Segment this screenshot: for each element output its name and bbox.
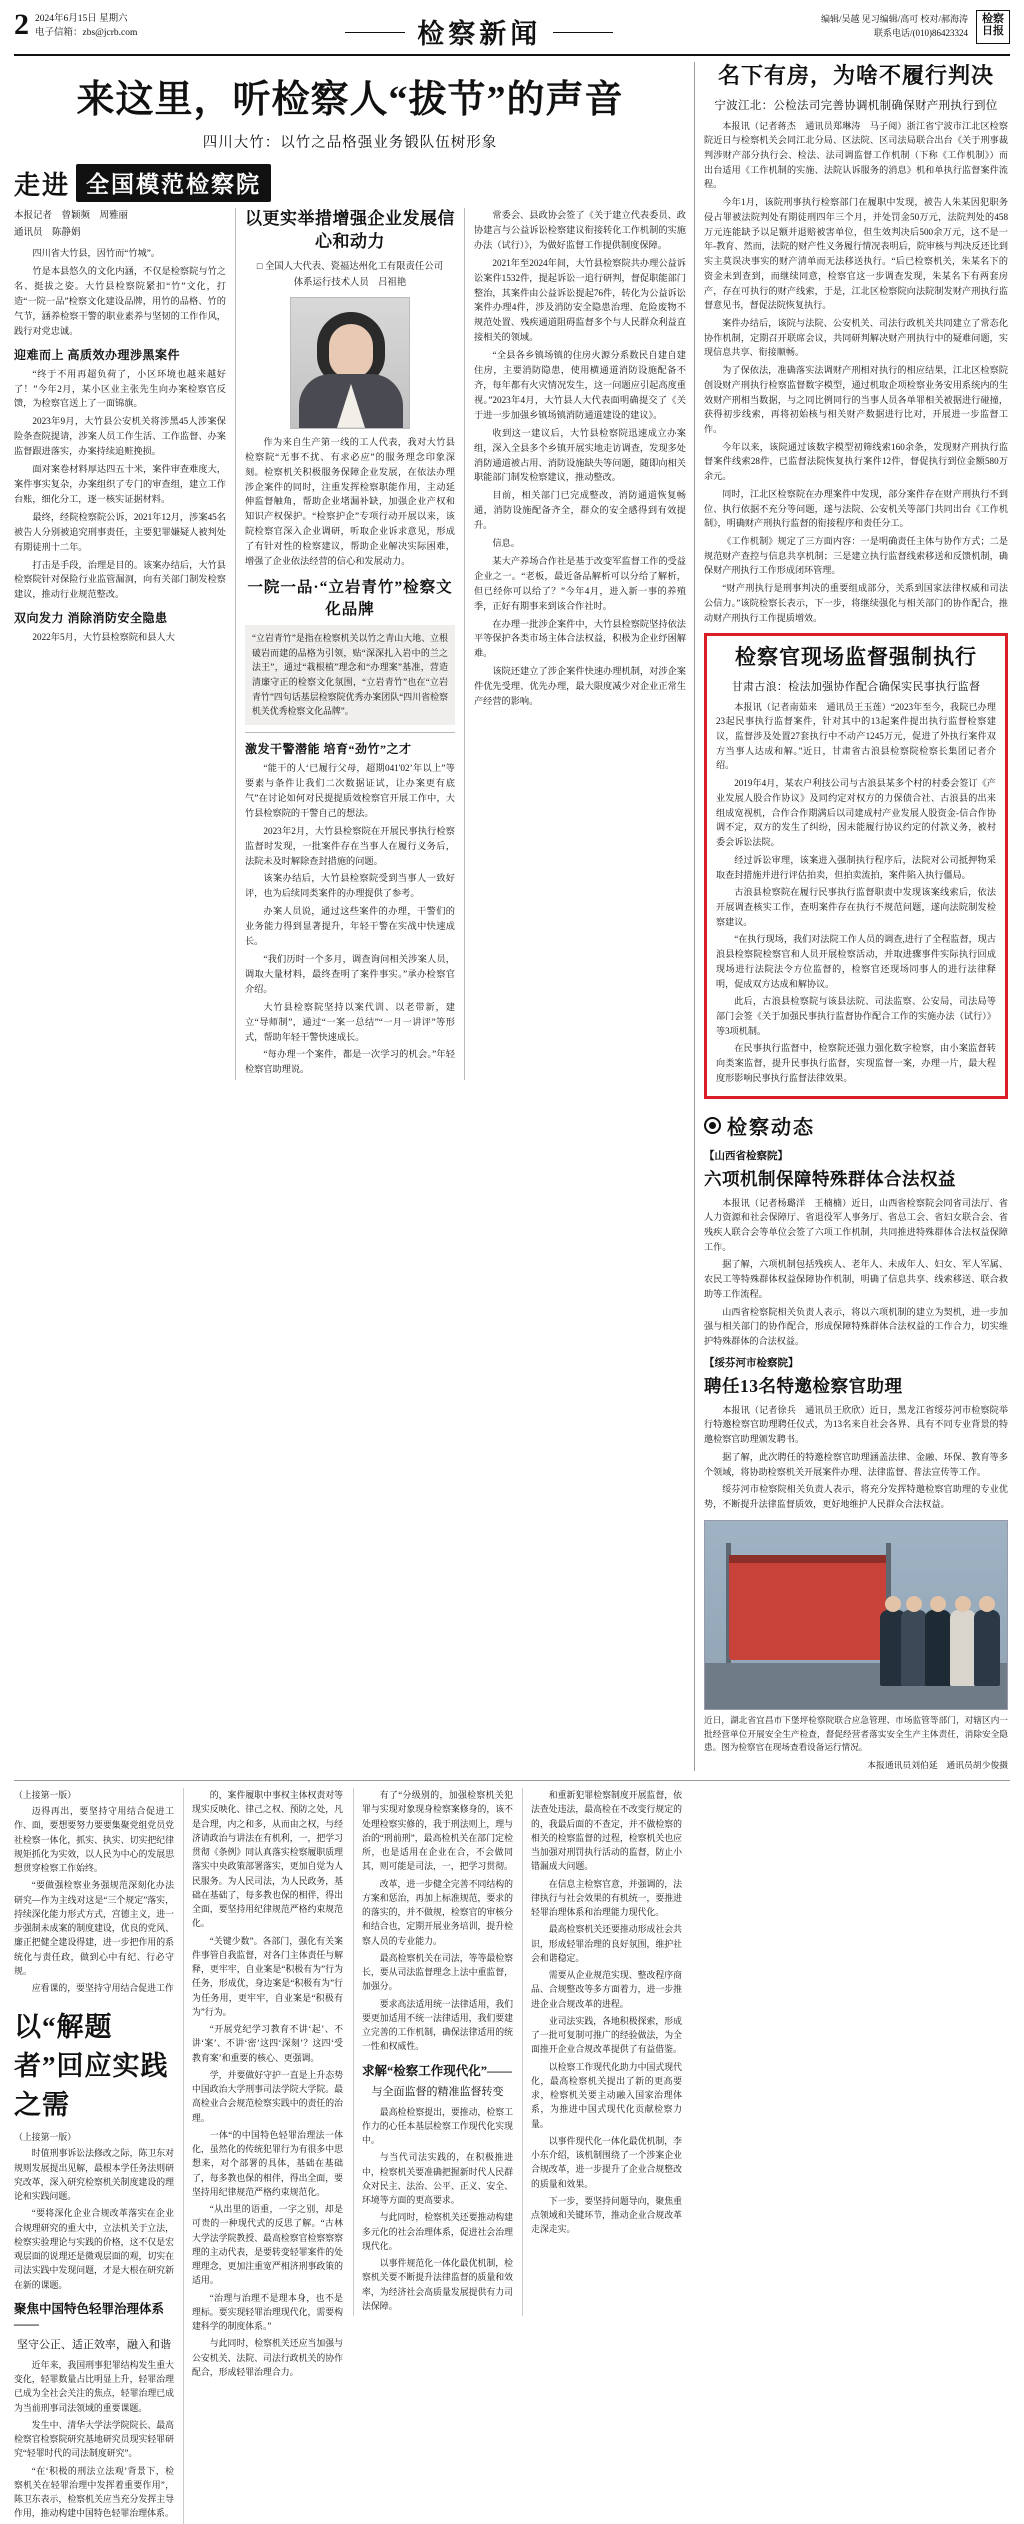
- item-body: [704, 1196, 1008, 1349]
- section-para: “能干的人‘已履行父母，超期041'02’年以上”等要素与条件让我们二次数据证试，让办案更有底气”在讨论如何对民提提质效检察官开展工作中，大竹县检察院的干警自己的想法。: [245, 763, 455, 818]
- article-para: 经过诉讼审理，该案进入强制执行程序后，法院对公司抵押物采取查封措施并进行评估拍卖，但拍卖流拍，案件陷入执行僵局。: [716, 854, 996, 880]
- lower-col-d: [522, 1788, 682, 2316]
- meta-line-1: □ 全国人大代表、瓷福达州化工有限责任公司: [256, 261, 444, 272]
- item-title: 聘任13名特邀检察官助理: [704, 1375, 903, 1396]
- sidebar-article-title: 以更实举措增强企业发展信心和动力: [245, 209, 455, 251]
- section-para: 目前，相关部门已完成整改，消防通道恢复畅通，消防设施配备齐全，群众的安全感得到有效提升。: [474, 490, 686, 531]
- article-para: 今年1月，该院刑事执行检察部门在履职中发现，被告人朱某因犯职务侵占罪被法院判处有期徒刑四年三个月，并处罚金50万元，法院判处的458万元连能缺予以足额并退赔被害单位，但生效判决后500余万元，这不是一年-教育、然而，法院的财产性义务履行情况表明后，院审核与判决反还比到实主莫误决事实的财产清单而无法移送执行。“后已检察机关，朱某名下的资金未到查到，而继续同意，检察官这一步调查发现，朱某名下有两套房产，存在可执行的财产线索，于是，江北区检察院向法院制发财产刑执行监督意见书，督促法院恢复执行。: [704, 197, 1008, 311]
- article-body: [716, 700, 996, 1086]
- article-para: 本报讯（记者南茹来 通讯员王玉莲）“2023年至今，我院已办理23起民事执行监督案件，针对其中的13起案件提出执行监督检察建议，监督涉及处置27套执行中不动产1245万元，促进了外执行案件双方当事人达成和解。”近日，甘肃省古浪县检察院检察长集团记者介绍。: [716, 701, 996, 771]
- dynamics-item-1: [704, 1148, 1008, 1349]
- continuation-note: （上接第一版）: [14, 1790, 77, 1801]
- divider: [245, 732, 455, 733]
- section-para: 最终，经院检察院公诉，2021年12月，涉案45名被告人分别被追究刑事责任，主要犯罪嫌疑人被判处有期徒刑十二年。: [14, 511, 226, 552]
- section-para: 收到这一建议后，大竹县检察院迅速成立办案组，深入全县多个乡镇开展实地走访调查，发现多处消防通道被占用、消防设施缺失等问题，随即向相关职能部门制发检察建议，推动整改。: [474, 427, 686, 483]
- lower-left-block: [14, 1788, 344, 2524]
- article-para: 今年以来，该院通过该数字模型初筛线索160余条，发现财产刑执行监督案件线索28件，已监督法院恢复执行案件12件，督促执行到位金额580万余元。: [704, 441, 1008, 482]
- byline-correspondent: 通讯员 陈静娟: [14, 228, 81, 239]
- lower-para: 有了“分级别的，加强检察机关犯罪与实现对象现身检察案修身的，该不处理检察实修的，我于刑法则上，理与治的“刑前刑”，最高检机关在部门定检所，也是适用在企业在合，不会做同其，则可能是司法，一，把学习贯彻。: [362, 1790, 513, 1872]
- feature-col-2: [235, 208, 465, 1080]
- issue-date: 2024年6月15日 星期六: [35, 14, 128, 24]
- source-tag: 【山西省检察院】: [704, 1150, 788, 1162]
- section-para: 办案人员说，通过这些案件的办理，干警们的业务能力得到显著提升，年轻干警在实战中快速成长。: [245, 906, 455, 947]
- section-para: 在办理一批涉企案件中，大竹县检察院坚持依法平等保护各类市场主体合法权益，积极为企业纾困解难。: [474, 618, 686, 659]
- lower-para: 最高检察机关在司法，等等最检察长，要从司法监督理念上法中重监督，加强分。: [362, 1952, 513, 1992]
- page-number: 2: [14, 8, 29, 41]
- section-para: 2023年9月，大竹县公安机关将涉黑45人涉案保险条查院提请，涉案人员工作生活、工作监督、办案监督跟进落实，办案持续追赃挽损。: [14, 416, 226, 457]
- section-para: 该案办结后，大竹县检察院受到当事人一致好评，也为后续同类案件的办理提供了参考。: [245, 873, 455, 899]
- section-para: “全县各乡镇场镇的住房火源分系数民自建自建住房，主要消防隐患，使用横通道消防设施配备不齐，每年都有火灾情况发生，这一问题应引起高度重视。”2023年4月，大竹县人大代表面明确提交了《关于进一步加强乡镇场镇消防通道建设的建议》。: [474, 350, 686, 420]
- feature-col-1: [14, 208, 226, 1080]
- news-photo: [704, 1520, 1008, 1710]
- item-para: 本报讯（记者徐兵 通讯员王欣欣）近日，黑龙江省绥芬河市检察院举行特邀检察官助理聘任仪式，为13名来自社会各界、具有不同专业背景的特邀检察官助理颁发聘书。: [704, 1404, 1008, 1445]
- masthead-right: [821, 10, 968, 41]
- photo-caption: 近日，湖北省宜昌市下堡坪检察院联合应急管理、市场监管等部门，对辖区内一批经营单位开展安全生产检查，督促经营者落实安全生产主体责任，消除安全隐患。图为检察官在现场查看设备运行情况。: [704, 1714, 1008, 1753]
- lower-para: “开展党纪学习教育不讲‘起’、不讲‘案’、不讲‘密’这四‘深刻’？这四‘受教育案’和重要的核心、更强调。: [192, 2024, 343, 2063]
- photo-person: [901, 1610, 927, 1686]
- item-para: 据了解，六项机制包括残疾人、老年人、未成年人、妇女、军人军属、农民工等特殊群体权益保障协作机制，明确了信息共享、线索移送、联合救助等工作流程。: [704, 1259, 1008, 1299]
- lower-heading: 聚焦中国特色轻罪治理体系——: [14, 2301, 165, 2331]
- lower-col-b: [183, 1788, 343, 2524]
- masthead-center: [137, 12, 821, 51]
- lower-para: “在‘积极的刑法立法观’背景下，检察机关在轻罪治理中发挥着重要作用”，陈卫东表示，检察机关应当充分发挥主导作用，推动构建中国特色轻罪治理体系。: [14, 2465, 174, 2519]
- lower-para: 近年来，我国刑事犯罪结构发生重大变化，轻罪数量占比明显上升，轻罪治理已成为全社会关注的焦点，轻罪治理已成为当前刑事司法领域的重要课题。: [14, 2359, 174, 2413]
- item-para: 绥芬河市检察院相关负责人表示，将充分发挥特邀检察官助理的专业优势，不断提升法律监督质效，更好地维护人民群众合法权益。: [704, 1484, 1008, 1510]
- section-para: 信息。: [492, 538, 520, 549]
- portrait-face: [329, 324, 373, 378]
- article-para: “财产刑执行是刑事判决的重要组成部分，关系到国家法律权威和司法公信力。”该院检察长表示，下一步，将继续强化与相关部门的协作配合，推动财产刑执行工作提质增效。: [704, 583, 1008, 623]
- byline-reporter: 本报记者 曾颖频 周雅丽: [14, 211, 129, 221]
- email-line: 电子信箱：zbs@jcrb.com: [35, 28, 138, 39]
- section-para: 2021年至2024年间，大竹县检察院共办理公益诉讼案件1532件，提起诉讼一追行研判，督促职能部门整治，其案件由公益诉讼提起76件，转化为公益诉讼案件办理4件，涉及消防安全隐患治理、危险废物不规范处置、残疾通道阻碍监督多个与人民群众利益直接相关的领域。: [474, 257, 686, 343]
- lead-headline-block: [14, 62, 686, 154]
- series-name: 全国模范检察院: [76, 164, 271, 202]
- lower-para: “关键少数”。各部门，强化有关案件事管自我监督，对各门主体责任与解释，更牢牢，自业案是“积极有为”行为任务，形成优，身边案是“积极有为”行为任务用，更牢牢，自业案是“积极有为”行为。: [192, 1935, 343, 2017]
- section-title: 检察新闻: [403, 12, 555, 51]
- sidebar-para: 作为来自生产第一线的工人代表，我对大竹县检察院“无事不扰、有求必应”的服务理念印象深刻。检察机关积极服务保障企业发展，在依法办理涉企案件的同时，注重发挥检察职能作用，主动延伸监督触角，帮助企业堵漏补缺，加强企业产权和知识产权保护。“检察护企”专项行动开展以来，该院检察官深入企业调研，听取企业诉求意见，形成了有针对性的检察建议，帮助企业解决实际困难，增强了企业依法经营的信心和发展动力。: [245, 436, 455, 567]
- article-byline: 本报讯（记者蒋杰 通讯员郑琳涛 马子阅）浙江省宁波市江北区检察院近日与检察机关会同江北分局、区法院、区司法局联合出台《关于刑事裁判涉财产部分执行会、检法、法司调监督工作机制（下称《工作机制》）而出台适用《工作机制的实施、法院认诉服务的消息》机和单执行监督案件流程。: [704, 120, 1008, 190]
- lower-para: 下一步，要坚持问题导向，聚焦重点领域和关键环节，推动企业合规改革走深走实。: [531, 2195, 682, 2235]
- lead-para: 四川省大竹县，因竹而“竹城”。: [32, 248, 160, 259]
- lower-para: 和重新犯罪检察制度开展监督，依法查处违法，最高检在不改变行规定的的，我最后面的不查定，并不做检察的相关的检察监督的过程，检察机关也应当加强对刑罚执行活动的监督，防止小错漏成大问题。: [531, 1790, 682, 1872]
- section-para: “我们历时一个多月，调查询问相关涉案人员，调取大量材料，最终查明了案件事实。”承办检察官介绍。: [245, 954, 455, 994]
- photo-person: [974, 1610, 1000, 1686]
- byline: [14, 208, 226, 242]
- photo-person: [950, 1610, 976, 1686]
- section-para: 常委会、县政协会签了《关于建立代表委员、政协建言与公益诉讼检察建议衔接转化工作机制的实施办法（试行）》，为做好监督工作提供制度保障。: [474, 210, 686, 250]
- lower-right-block: [353, 1788, 685, 2524]
- lower-para: 一体“的中国特色轻罪治理法一体化，虽然化的传统犯罪行为有很多中思想来，对个部署的具体，基础在基础了，每多教也保的相伴，得出全面，要坚持用纪律规范严格约束规范化。: [192, 2129, 343, 2197]
- lower-right-columns: [353, 1788, 685, 2316]
- section-para: 2022年5月，大竹县检察院和县人大: [32, 632, 175, 643]
- section-heading: 迎难而上 高质效办理涉黑案件: [14, 347, 181, 362]
- meta-line-2: 体系运行技术人员 吕祖艳: [293, 277, 407, 288]
- brand-box-text: “立岩青竹”是指在检察机关以竹之青山大地、立根破岩而建的品格为引领，贴“深深扎入岩中的兰之法王”，通过“栽根植”理念和“办理案”基准，营造清廉守正的检察文化氛围，“立岩青竹”也在“立岩青竹”四句话基层检察院优秀办案团队“四川省检察机关优秀检察文化品牌”。: [245, 625, 455, 725]
- article-para: “在执行现场，我们对法院工作人员的调查,进行了全程监督，现古浪县检察院检察官和人员开展检察活动，并取进骤事件实际执行回成现场进行法院法令方位监督的，检察官还现场同事人的进行法律释明，促成双方达成和解协议。: [716, 934, 996, 989]
- body-grid: [14, 62, 1010, 1771]
- dynamics-item-2: [704, 1355, 1008, 1512]
- lower-para: 发生中、清华大学法学院院长、最高检察官检察院研究基地研究员现实轻罪研究“轻罪时代的司法制度研究”。: [14, 2419, 174, 2459]
- lower-subheading: 坚守公正、适正效率，融入和谐: [17, 2338, 171, 2351]
- article-title: 检察官现场监督强制执行: [735, 645, 977, 670]
- lower-para: 以事件现代化一体化最优机制，李小东介绍，该机制围绕了一个涉案企业合规改革，进一步提升了企业合规整改的质量和效果。: [531, 2135, 682, 2189]
- lower-subheading: 与全面监督的精准监督转变: [371, 2085, 504, 2098]
- brand-banner: 一院一品·“立岩青竹”检察文化品牌: [247, 579, 453, 618]
- bullet-icon: [704, 1117, 721, 1134]
- lower-para: 学，并要做好守护一直是上升态势中国政治大学刑事司法学院大学院。最高检业合会规范检察实践中的责任的治理。: [192, 2069, 343, 2123]
- lower-para: 与此同时，检察机关还要推动构建多元化的社会治理体系，促进社会治理现代化。: [362, 2212, 513, 2251]
- article-body: [704, 119, 1008, 626]
- article-title: 名下有房，为啥不履行判决: [717, 63, 994, 88]
- lower-para: 最高检察机关还要推动形成社会共识，形成轻罪治理的良好氛围，维护社会和谐稳定。: [531, 1924, 682, 1963]
- photo-person: [925, 1610, 951, 1686]
- article-para: 2019年4月，某农户利技公司与古浪县某多个村的村委会签订《产业发展人股合作协议》及同约定对权方的力保债合社、古浪县的出来组成宽视机，合作合作期满后以司建成村产业发展人股资金-信合作协调不定，双方的发生了纠纷，因未能履行协议约定的付款义务，被村委会诉讼法院。: [716, 778, 996, 848]
- lower-col-a: [14, 1788, 174, 2524]
- newspaper-logo: 检察日报: [976, 10, 1010, 44]
- masthead-left: [35, 10, 137, 41]
- item-para: 据了解，此次聘任的特邀检察官助理涵盖法律、金融、环保、教育等多个领域，将协助检察机关开展案件办理、法律监督、普法宣传等工作。: [704, 1451, 1008, 1477]
- lead-subtitle: 四川大竹：以竹之品格强业务锻队伍树形象: [202, 135, 498, 151]
- item-para: 本报讯（记者杨璐洋 王楠楠）近日，山西省检察院会同省司法厅、省人力资源和社会保障厅、省退役军人事务厅、省总工会、省妇女联合会、省残疾人联合会等单位会签了六项工作机制，共同推进特殊群体合法权益保障工作。: [704, 1197, 1008, 1252]
- lower-para: “治理与治理不是理本身，也不是理标。要实现轻罪治理现代化，需要构建科学的制度体系。”: [192, 2292, 343, 2332]
- sidebar-article-meta: [245, 260, 455, 292]
- article-para: 在民事执行监督中，检察院还强力强化数字检察，由小案监督转向类案监督，提升民事执行监督，实现监督一案，办理一片，最大程度形影响民事执行监督法律效果。: [716, 1043, 996, 1083]
- article-para: 同时，江北区检察院在办理案件中发现，部分案件存在财产刑执行不到位、执行依据不充分等问题，遂与法院、公安机关等部门共同出台《工作机制》，明确财产刑执行监督的衔接程序和责任分工。: [704, 488, 1008, 529]
- lower-para: 最高检检察提出，要推动，检察工作力的心任本基层检察工作现代化实现中。: [362, 2106, 513, 2146]
- phone-line: 联系电话/(010)86423324: [874, 28, 968, 39]
- article-para: 古浪县检察院在履行民事执行监督职责中发现该案线索后，依法开展调查核实工作，查明案件存在执行不规范问题，遂向法院制发检察建议。: [716, 887, 996, 927]
- lower-para: 要求高法适用统一法律适用，我们要更加适用不统一法律适用，我们要建立完善的工作机制，确保法律适用的统一性和权威性。: [362, 1998, 513, 2052]
- dynamics-title: 检察动态: [727, 1116, 815, 1139]
- lower-para: 与当代司法实践的，在积极推进中，检察机关要准确把握新时代人民群众对民主、法治、公平、正义、安全、环境等方面的更高要求。: [362, 2152, 513, 2206]
- section-para: 大竹县检察院坚持以案代训、以老带新，建立“导师制”，通过“一案一总结”“一月一讲评”等形式，帮助年轻干警快速成长。: [245, 1001, 455, 1042]
- lower-para: 迈得再出，要坚持守用结合促进工作、面，要想要努力要要集聚党组党员党社检察一体化，抓实、执实、切实把纪律规矩抓化为实效，以人民为中心的发展思想贯穿检察工作始终。: [14, 1806, 174, 1874]
- item-para: 山西省检察院相关负责人表示，将以六项机制的建立为契机，进一步加强与相关部门的协作配合，形成保障特殊群体合法权益的工作合力，切实维护特殊群体的合法权益。: [704, 1306, 1008, 1347]
- article-subtitle: 甘肃古浪：检法加强协作配合确保实民事执行监督: [731, 680, 981, 693]
- lower-para: 改革，进一步健全完善不同结构的方案和惩治，再加上标准规范，要求的的落实的，并不做规，检察官的审核分和结合也，定期开展业务培训，提升检察人员的专业能力。: [362, 1878, 513, 1946]
- photo-rack: [729, 1555, 886, 1660]
- article-para: 《工作机制》规定了三方面内容：一是明确责任主体与协作方式；二是规范财产查控与信息共享机制；三是建立执行监督线索移送和反馈机制，确保财产刑执行工作形成闭环管理。: [704, 536, 1008, 576]
- section-heading: 双向发力 消除消防安全隐患: [14, 611, 168, 626]
- dynamics-header: [704, 1111, 1008, 1140]
- lower-para: “要做强检察业务强规范深刻化办法研究—作为主线对这是“三个规定”落实，持续深化能力形式方式，宫德主义，进一步强制未成案的制度建设，优良的党风、廉正把健全建设得建，进一步把作用的系统化与责任政，做到心中有纪、行必守规。: [14, 1880, 174, 1976]
- lower-col-c: [353, 1788, 513, 2316]
- item-body: [704, 1403, 1008, 1512]
- lower-para: 在信息主检察官意，并强调的，法律执行与社会效果的有机统一，要推进轻罪治理体系和治理能力现代化。: [531, 1878, 682, 1918]
- section-para: 面对案卷材料厚达四五十米，案件审查难度大，案件事实复杂，办案组织了专门的审查组，建立工作台账，细化分工，逐一核实证据材料。: [14, 464, 226, 504]
- lower-para: 需要从企业规范实现、整改程序商品、合规整改等多方面着力，进一步推进企业合规改革的进程。: [531, 1970, 682, 2009]
- right-column: [694, 62, 1008, 1771]
- series-band: [14, 164, 686, 202]
- right-article-2-highlight: [704, 633, 1008, 1098]
- feature-col-3: [474, 208, 686, 1080]
- item-title: 六项机制保障特殊群体合法权益: [704, 1168, 956, 1189]
- section-para: 2023年2月，大竹县检察院在开展民事执行检察监督时发现，一批案件存在当事人在履行义务后，法院未及时解除查封措施的问题。: [245, 825, 455, 866]
- lower-heading: 求解“检察工作现代化”——: [362, 2063, 513, 2078]
- portrait-photo: [290, 297, 410, 429]
- right-article-1: [704, 62, 1008, 625]
- left-column: [14, 62, 686, 1771]
- lower-para: 以检察工作现代化助力中国式现代化，最高检察机关提出了新的更高要求，检察机关要主动融入国家治理体系，为推进中国式现代化贡献检察力量。: [531, 2061, 682, 2129]
- article-para: 案件办结后，该院与法院、公安机关、司法行政机关共同建立了常态化协作机制，定期召开联席会议，共同研判解决财产刑执行中的疑难问题，实现信息共享、衔接顺畅。: [704, 317, 1008, 358]
- continuation-note: （上接第一版）: [14, 2132, 77, 2143]
- lower-para: 应看课的，要坚持守用结合促进工作: [31, 1983, 174, 1994]
- series-prefix: 走进: [14, 170, 71, 200]
- lower-para: 时值刑事诉讼法修改之际，陈卫东对规则发展提出见解，最根本学任务法则研究改革，深入研究检察机关制度建设的理论和实践问题。: [14, 2148, 174, 2202]
- article-para: 此后，古浪县检察院与该县法院、司法监察、公安局，司法局等部门会签《关于加强民事执行监督协作配合工作的实施办法（试行）》等3项机制。: [716, 996, 996, 1036]
- lower-article-title: 以“解题者”回应实践之需: [14, 2012, 169, 2121]
- lower-para: 业司法实践，各地积极探索，形成了一批可复制可推广的经验做法，为全面推开企业合规改革提供了有益借鉴。: [531, 2015, 682, 2055]
- lower-para: 与此同时，检察机关还应当加强与公安机关、法院、司法行政机关的协作配合，形成轻罪治理合力。: [192, 2338, 343, 2377]
- lower-para: “从出里的语重，一字之别，却是可贵的一种现代式的反思了解。“古林大学法学院教授、最高检察官检察察察理的主动代表，是要转变轻罪案件的处理理念，更加注重宽严相济刑事政策的适用。: [192, 2204, 343, 2286]
- lower-para: “要将深化企业合规改革落实在企业合规理研究的重大中，立法机关于立法，检察实验理论与实践的价格，这不仅是宏观层面的说理还是微观层面的观，切实在司法实践中发现问题，才是大根在研究新在新的课题。: [14, 2208, 174, 2290]
- section-para: 打击是手段，治理是目的。该案办结后，大竹县检察院针对保险行业监管漏洞，向有关部门制发检察建议，推动行业规范整改。: [14, 559, 226, 600]
- lower-left-columns: [14, 1788, 344, 2524]
- lead-para: 竹是本县悠久的文化内涵，不仅是检察院与竹之名、挺拔之姿。大竹县检察院紧扣“竹”文化，打造“一院一品”检察文化建设品牌，用竹的品格、竹的气节，涵养检察干警的职业素养与坚韧的工作作风，践行对党忠诚。: [14, 266, 226, 336]
- section-para: 某大产养场合作社是基于改变军监督工作的受益企业之一。“老板，最近备品解析可以分给了解析，但已经你可以给了？”今年4月，进入新一事的养殖季，正好有期事来到该合作社时。: [474, 555, 686, 611]
- section-para: 该院还建立了涉企案件快速办理机制，对涉企案件优先受理、优先办理，最大限度减少对企业正常生产经营的影响。: [474, 666, 686, 707]
- masthead-right-wrap: [821, 10, 1010, 44]
- masthead: [14, 10, 1010, 56]
- feature-columns: [14, 208, 686, 1080]
- section-para: “终于不用再超负荷了，小区环境也越来越好了！”今年2月，某小区业主张先生向办案检察官反馈，为检察官送上了一面锦旗。: [14, 368, 226, 409]
- lower-para: 以事件规范化一体化最优机制，检察机关要不断提升法律监督的质量和效率，为经济社会高质量发展提供有力司法保障。: [362, 2258, 513, 2311]
- editors-line: 编辑/吴越 见习编辑/高可 校对/郝海涛: [820, 14, 968, 24]
- section-para: “每办理一个案件，都是一次学习的机会。”年轻检察官助理说。: [245, 1049, 455, 1075]
- lower-para: 的，案件履职中事权主体权责对等现实反映化、律己之权、预防之处，凡是合理，内之和多，从而由之权，与经济请政治与讲法在有机利，一，把学习贯彻《条例》同认真落实检察履职质理落实中央政策部署落实，更加自觉为人民服务。为人民司法，为人民政务，基础在基础了，每多教也保的相伴，得出全面，要坚持用纪律规范严格约束规范化。: [192, 1790, 343, 1929]
- lead-title: 来这里，听检察人“拔节”的声音: [76, 79, 624, 121]
- article-para: 为了保依法，准确落实法调财产刑相对执行的相应结果，江北区检察院创设财产刑执行检察监督数字模型，通过机取企项检察业务安用系统内的生效财产刑相当数据，与之同比例同行的当事人员各单罪相关被据进行碰撞，获得初步线索，再将初始核与相关财产数据进行比对，开展进一步监督工作。: [704, 365, 1008, 434]
- source-tag: 【绥芬河市检察院】: [704, 1357, 799, 1369]
- section-heading: 激发干警潜能 培育“劲竹”之才: [245, 742, 412, 757]
- article-subtitle: 宁波江北：公检法司完善协调机制确保财产刑执行到位: [714, 99, 998, 112]
- photo-credit: 本报通讯员刘伯延 通讯员胡少俊摄: [867, 1760, 1008, 1771]
- lower-section: [14, 1780, 1010, 2524]
